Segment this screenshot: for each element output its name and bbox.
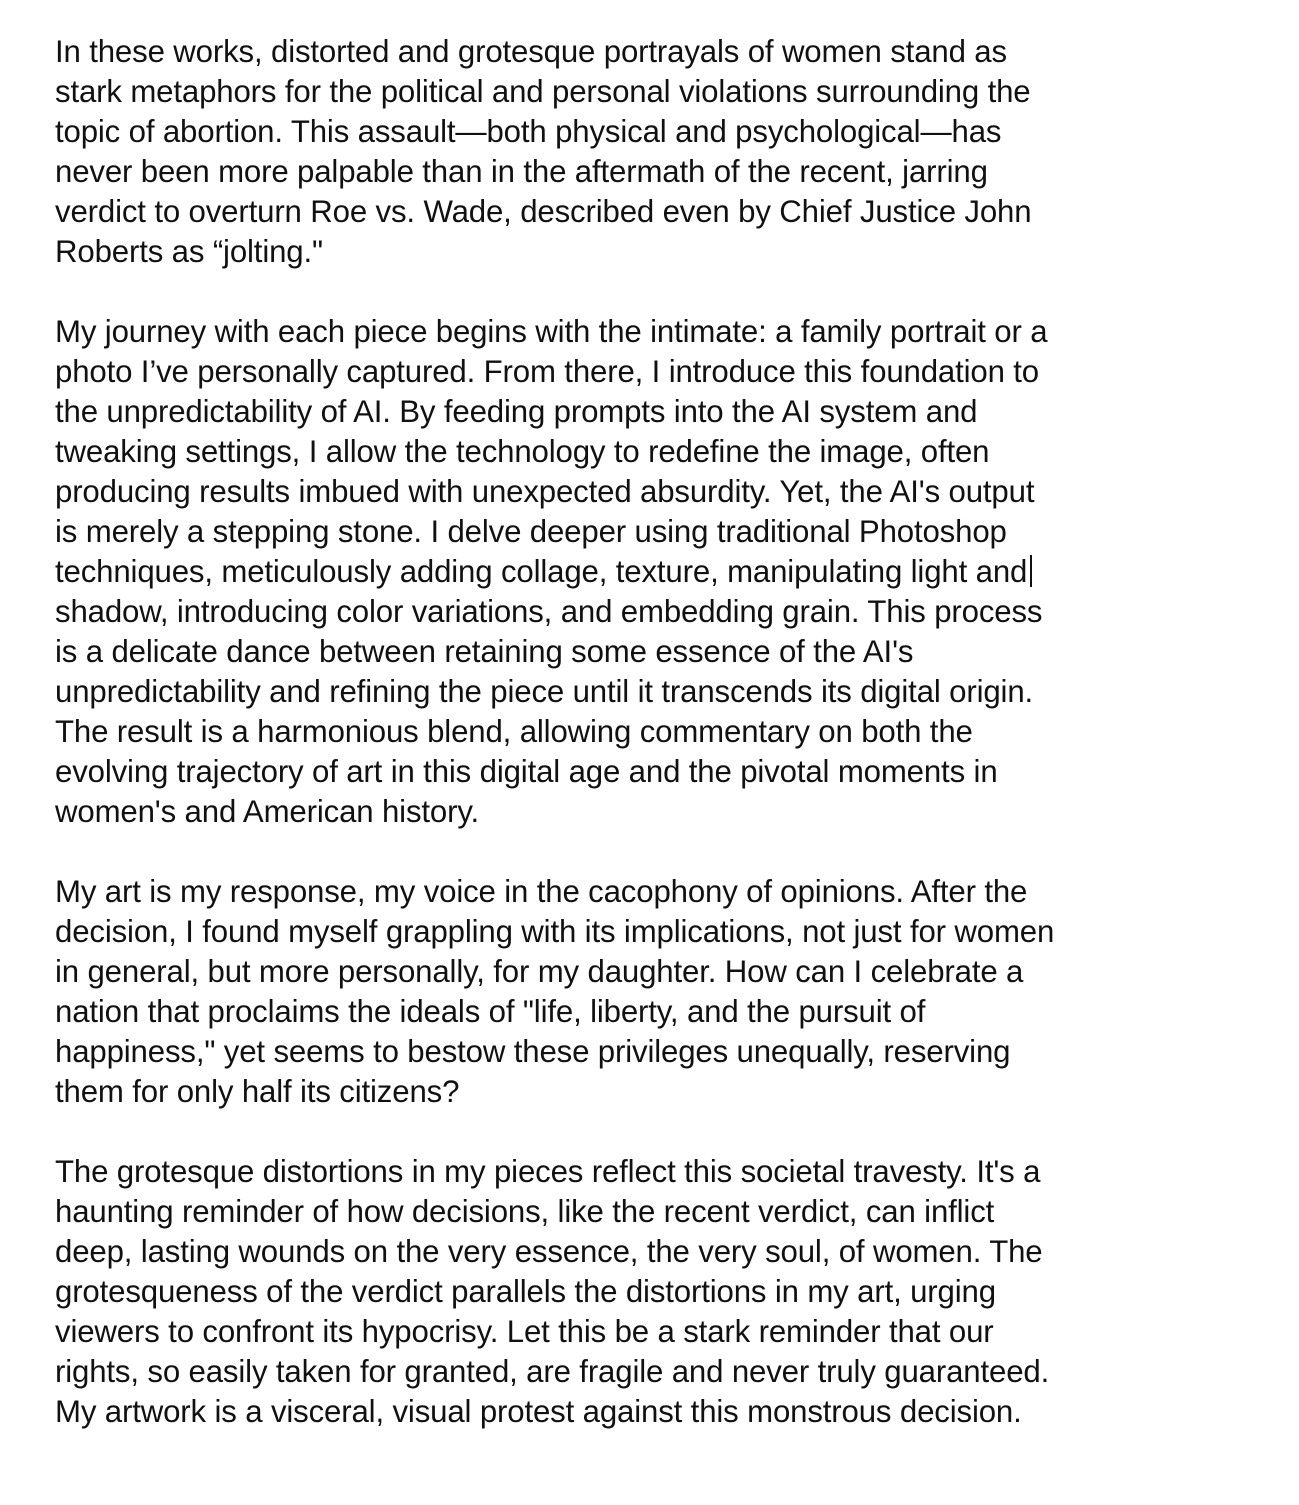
text-line: the unpredictability of AI. By feeding prompts into the AI system and [55,394,978,429]
text-line: tweaking settings, I allow the technology to redefine the image, often [55,434,990,469]
text-line: happiness," yet seems to bestow these privileges unequally, reserving [55,1034,1011,1069]
text-line: evolving trajectory of art in this digital age and the pivotal moments in [55,754,998,789]
paragraph-3 [55,872,1255,1112]
text-line: in general, but more personally, for my daughter. How can I celebrate a [55,954,1024,989]
paragraph-4 [55,1152,1255,1432]
text-line: My artwork is a visceral, visual protest against this monstrous decision. [55,1394,1022,1429]
text-line-with-caret[interactable] [55,552,1255,592]
text-line: them for only half its citizens? [55,1074,460,1109]
text-line: nation that proclaims the ideals of "life, liberty, and the pursuit of [55,994,926,1029]
text-line: My art is my response, my voice in the cacophony of opinions. After the [55,874,1028,909]
text-line: decision, I found myself grappling with its implications, not just for women [55,914,1055,949]
text-line: is a delicate dance between retaining some essence of the AI's [55,634,914,669]
text-line: haunting reminder of how decisions, like the recent verdict, can inflict [55,1194,995,1229]
text-line: photo I’ve personally captured. From there, I introduce this foundation to [55,354,1040,389]
document-body [55,32,1255,1432]
text-line: viewers to confront its hypocrisy. Let this be a stark reminder that our [55,1314,994,1349]
text-line: rights, so easily taken for granted, are fragile and never truly guaranteed. [55,1354,1050,1389]
text-line: never been more palpable than in the aftermath of the recent, jarring [55,154,988,189]
text-line: My journey with each piece begins with the intimate: a family portrait or a [55,314,1048,349]
text-line: verdict to overturn Roe vs. Wade, described even by Chief Justice John [55,194,1032,229]
text-line: The grotesque distortions in my pieces reflect this societal travesty. It's a [55,1154,1041,1189]
text-line: The result is a harmonious blend, allowing commentary on both the [55,714,973,749]
text-cursor [1030,555,1032,587]
text-line: is merely a stepping stone. I delve deeper using traditional Photoshop [55,514,1007,549]
text-line: techniques, meticulously adding collage, texture, manipulating light and [55,554,1028,589]
text-line: deep, lasting wounds on the very essence, the very soul, of women. The [55,1234,1043,1269]
text-line: shadow, introducing color variations, and embedding grain. This process [55,594,1043,629]
text-line: In these works, distorted and grotesque portrayals of women stand as [55,34,1007,69]
text-line: unpredictability and refining the piece until it transcends its digital origin. [55,674,1034,709]
text-line: stark metaphors for the political and personal violations surrounding the [55,74,1031,109]
text-line: topic of abortion. This assault—both physical and psychological—has [55,114,1002,149]
paragraph-1 [55,32,1255,272]
text-line: producing results imbued with unexpected absurdity. Yet, the AI's output [55,474,1035,509]
paragraph-2 [55,312,1255,832]
text-line: Roberts as “jolting." [55,234,323,269]
text-line: women's and American history. [55,794,479,829]
text-line: grotesqueness of the verdict parallels the distortions in my art, urging [55,1274,996,1309]
